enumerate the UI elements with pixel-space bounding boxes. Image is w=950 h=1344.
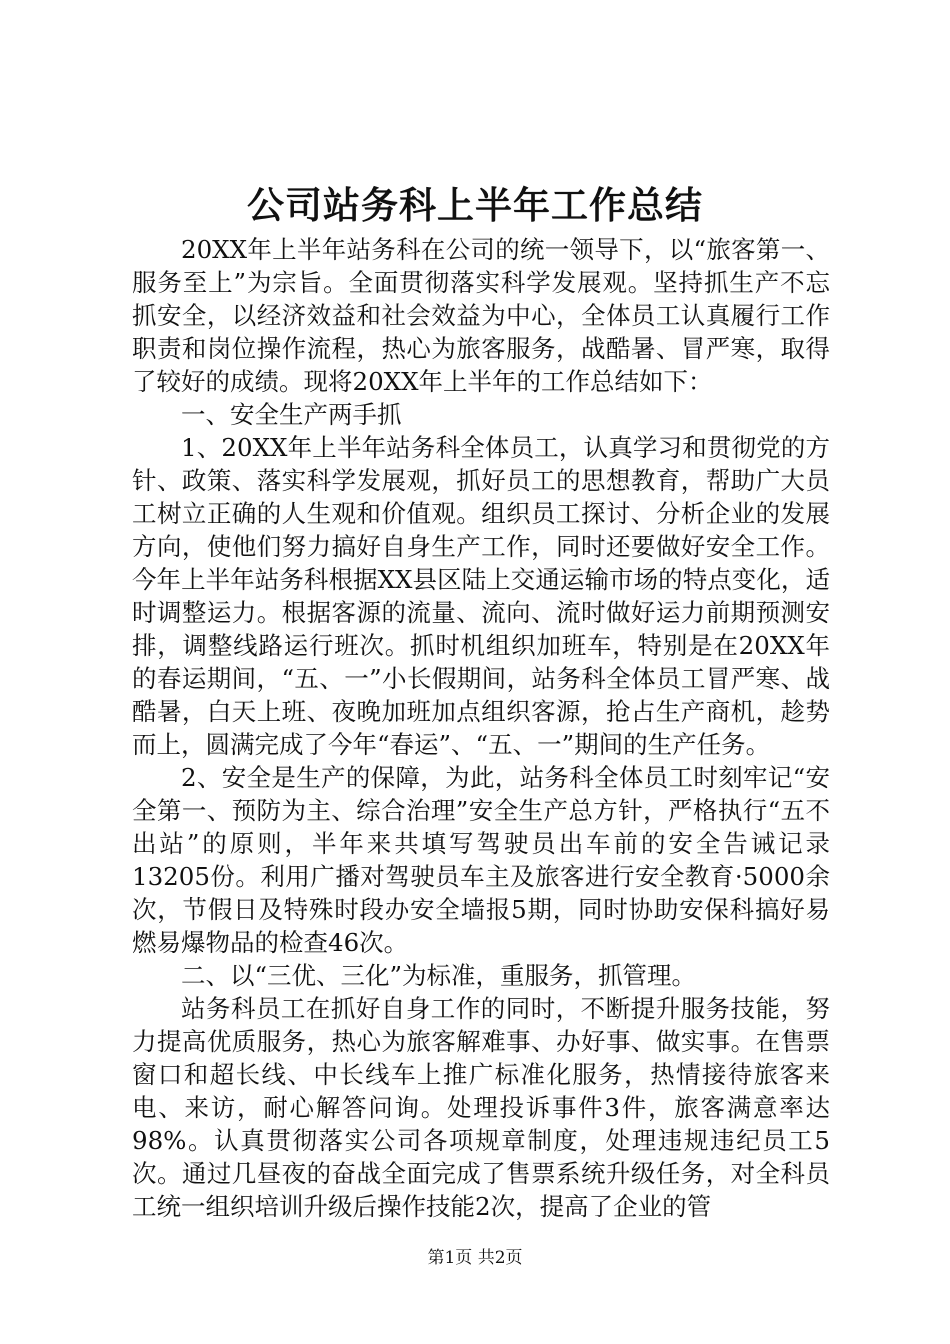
section-heading-2: 二、以“三优、三化”为标准，重服务，抓管理。 (181, 961, 697, 990)
document-title: 公司站务科上半年工作总结 (247, 183, 703, 227)
page-number-footer: 第1页 共2页 (427, 1248, 523, 1268)
document-body (132, 233, 830, 1223)
intro-paragraph: 20XX年上半年站务科在公司的统一领导下，以“旅客第一、服务至上”为宗旨。全面贯彻落实科学发展观。坚持抓生产不忘抓安全，以经济效益和社会效益为中心，全体员工认真履行工作职责和岗位操作流程，热心为旅客服务，战酷暑、冒严寒，取得了较好的成绩。现将20XX年上半年的工作总结如下： (132, 235, 830, 396)
service-paragraph: 站务科员工在抓好自身工作的同时，不断提升服务技能，努力提高优质服务，热心为旅客解难事、办好事、做实事。在售票窗口和超长线、中长线车上推广标准化服务，热情接待旅客来电、来访，耐心解答问询。处理投诉事件3件，旅客满意率达98%。认真贯彻落实公司各项规章制度，处理违规违纪员工5次。通过几昼夜的奋战全面完成了售票系统升级任务，对全科员工统一组织培训升级后操作技能2次，提高了企业的管 (132, 994, 830, 1221)
paragraph-item-1: 1、20XX年上半年站务科全体员工，认真学习和贯彻党的方针、政策、落实科学发展观，抓好员工的思想教育，帮助广大员工树立正确的人生观和价值观。组织员工探讨、分析企业的发展方向，使他们努力搞好自身生产工作，同时还要做好安全工作。今年上半年站务科根据XX县区陆上交通运输市场的特点变化，适时调整运力。根据客源的流量、流向、流时做好运力前期预测安排，调整线路运行班次。抓时机组织加班车，特别是在20XX年的春运期间，“五、一”小长假期间，站务科全体员工冒严寒、战酷暑，白天上班、夜晚加班加点组织客源，抢占生产商机，趁势而上，圆满完成了今年“春运”、“五、一”期间的生产任务。 (132, 433, 830, 759)
paragraph-item-2: 2、安全是生产的保障，为此，站务科全体员工时刻牢记“安全第一、预防为主、综合治理”安全生产总方针，严格执行“五不出站”的原则，半年来共填写驾驶员出车前的安全告诫记录13205份。利用广播对驾驶员车主及旅客进行安全教育·5000余次，节假日及特殊时段办安全墙报5期，同时协助安保科搞好易燃易爆物品的检查46次。 (132, 763, 830, 957)
section-heading-1: 一、安全生产两手抓 (181, 400, 402, 429)
